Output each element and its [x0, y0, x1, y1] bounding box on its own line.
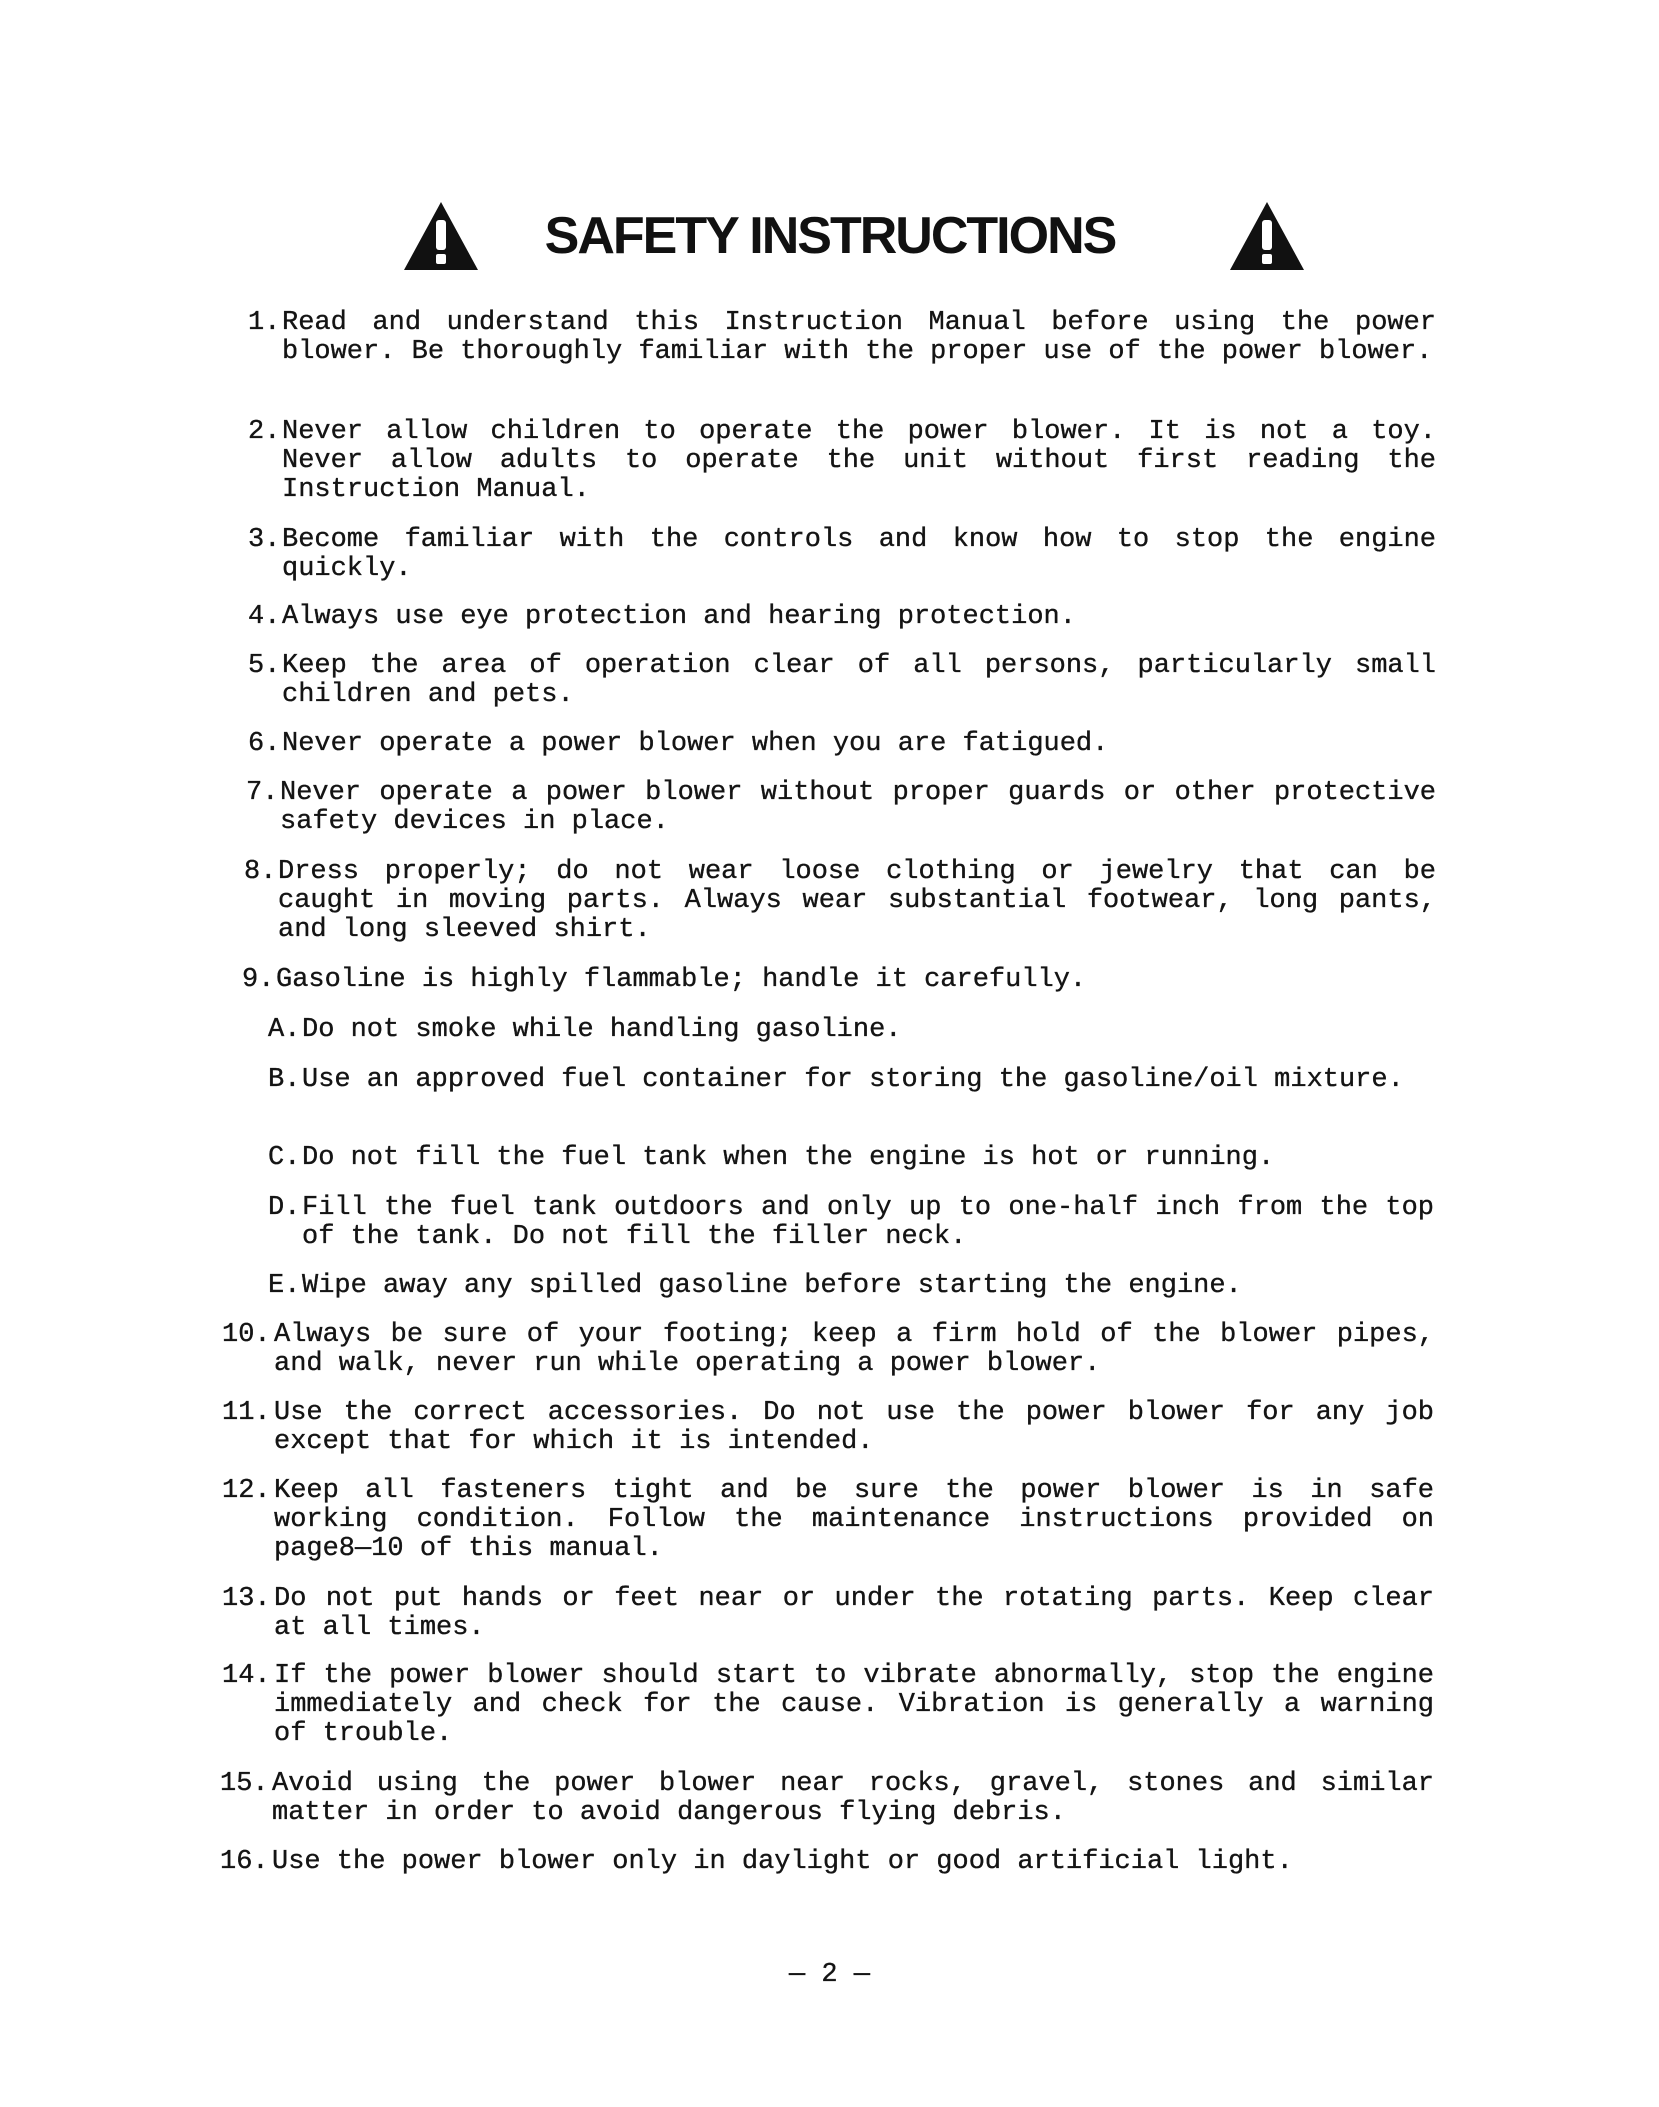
item-text: Do not put hands or feet near or under the rotating parts. Keep clear at all times.	[274, 1584, 1434, 1643]
instruction-subitem	[268, 1272, 1434, 1301]
instruction-item	[248, 418, 1436, 505]
item-text: If the power blower should start to vibrate abnormally, stop the engine immediately and check for the cause. Vibration is generally a warning of trouble.	[274, 1661, 1434, 1749]
instruction-item	[220, 1770, 1434, 1828]
item-number: 3.	[248, 525, 281, 555]
instruction-item	[248, 603, 1436, 632]
item-text: Read and understand this Instruction Manual before using the power blower. Be thoroughly familiar with the proper use of the power blower.	[282, 308, 1436, 367]
instruction-subitem	[268, 1144, 1434, 1173]
instruction-subitem	[268, 1016, 1434, 1045]
instruction-item	[246, 779, 1436, 837]
item-number: 4.	[248, 602, 281, 632]
warning-triangle-icon	[402, 200, 480, 272]
item-number: 14.	[222, 1661, 271, 1691]
item-text: Do not fill the fuel tank when the engine is hot or running.	[302, 1143, 1275, 1173]
item-number: 7.	[246, 778, 279, 808]
item-number: 5.	[248, 651, 281, 681]
item-text: Use the power blower only in daylight or good artificial light.	[272, 1847, 1293, 1877]
item-text: Keep all fasteners tight and be sure the power blower is in safe working condition. Follow the maintenance instructions provided on page8—10 of this manual.	[274, 1476, 1434, 1564]
page-title: SAFETY INSTRUCTIONS	[544, 207, 1116, 265]
instruction-item	[222, 1585, 1434, 1643]
item-number: 12.	[222, 1476, 271, 1506]
instruction-subitem	[268, 1066, 1434, 1095]
item-letter: E.	[268, 1271, 301, 1301]
item-letter: B.	[268, 1065, 301, 1095]
item-text: Always use eye protection and hearing protection.	[282, 602, 1076, 632]
item-text: Always be sure of your footing; keep a firm hold of the blower pipes, and walk, never run while operating a power blower.	[274, 1320, 1434, 1379]
instruction-item	[222, 1477, 1434, 1564]
item-text: Wipe away any spilled gasoline before starting the engine.	[302, 1271, 1242, 1301]
page-number: — 2 —	[788, 1960, 870, 1990]
instruction-item	[222, 1399, 1434, 1457]
instruction-item	[242, 966, 1436, 995]
item-text: Fill the fuel tank outdoors and only up to one-half inch from the top of the tank. Do not fill the filler neck.	[302, 1193, 1434, 1252]
warning-triangle-icon	[1228, 200, 1306, 272]
item-number: 6.	[248, 729, 281, 759]
instruction-item	[248, 309, 1436, 367]
item-text: Use the correct accessories. Do not use the power blower for any job except that for which it is intended.	[274, 1398, 1434, 1457]
instruction-item	[248, 730, 1436, 759]
instruction-item	[220, 1848, 1434, 1877]
instruction-item	[222, 1321, 1434, 1379]
instruction-item	[248, 652, 1436, 710]
item-letter: C.	[268, 1143, 301, 1173]
item-number: 15.	[220, 1769, 269, 1799]
item-number: 9.	[242, 965, 275, 995]
item-text: Do not smoke while handling gasoline.	[302, 1015, 902, 1045]
item-number: 8.	[244, 857, 277, 887]
item-text: Avoid using the power blower near rocks, gravel, stones and similar matter in order to avoid dangerous flying debris.	[272, 1769, 1434, 1828]
item-text: Never operate a power blower when you are fatigued.	[282, 729, 1109, 759]
page-header	[0, 198, 1659, 288]
item-text: Become familiar with the controls and know how to stop the engine quickly.	[282, 525, 1436, 584]
item-text: Dress properly; do not wear loose clothing or jewelry that can be caught in moving parts. Always wear substantial footwear, long pants, and long sleeved shirt.	[278, 857, 1436, 945]
item-text: Use an approved fuel container for storing the gasoline/oil mixture.	[302, 1065, 1404, 1095]
item-number: 1.	[248, 308, 281, 338]
item-number: 10.	[222, 1320, 271, 1350]
item-text: Never allow children to operate the power blower. It is not a toy. Never allow adults to operate the unit without first reading the Instruction Manual.	[282, 417, 1436, 505]
item-text: Never operate a power blower without proper guards or other protective safety devices in place.	[280, 778, 1436, 837]
item-number: 2.	[248, 417, 281, 447]
item-text: Gasoline is highly flammable; handle it carefully.	[276, 965, 1087, 995]
item-number: 13.	[222, 1584, 271, 1614]
item-letter: A.	[268, 1015, 301, 1045]
instruction-item	[248, 526, 1436, 584]
instruction-item	[244, 858, 1436, 945]
item-text: Keep the area of operation clear of all persons, particularly small children and pets.	[282, 651, 1436, 710]
instruction-item	[222, 1662, 1434, 1749]
item-number: 16.	[220, 1847, 269, 1877]
item-letter: D.	[268, 1193, 301, 1223]
instruction-subitem	[268, 1194, 1434, 1252]
item-number: 11.	[222, 1398, 271, 1428]
